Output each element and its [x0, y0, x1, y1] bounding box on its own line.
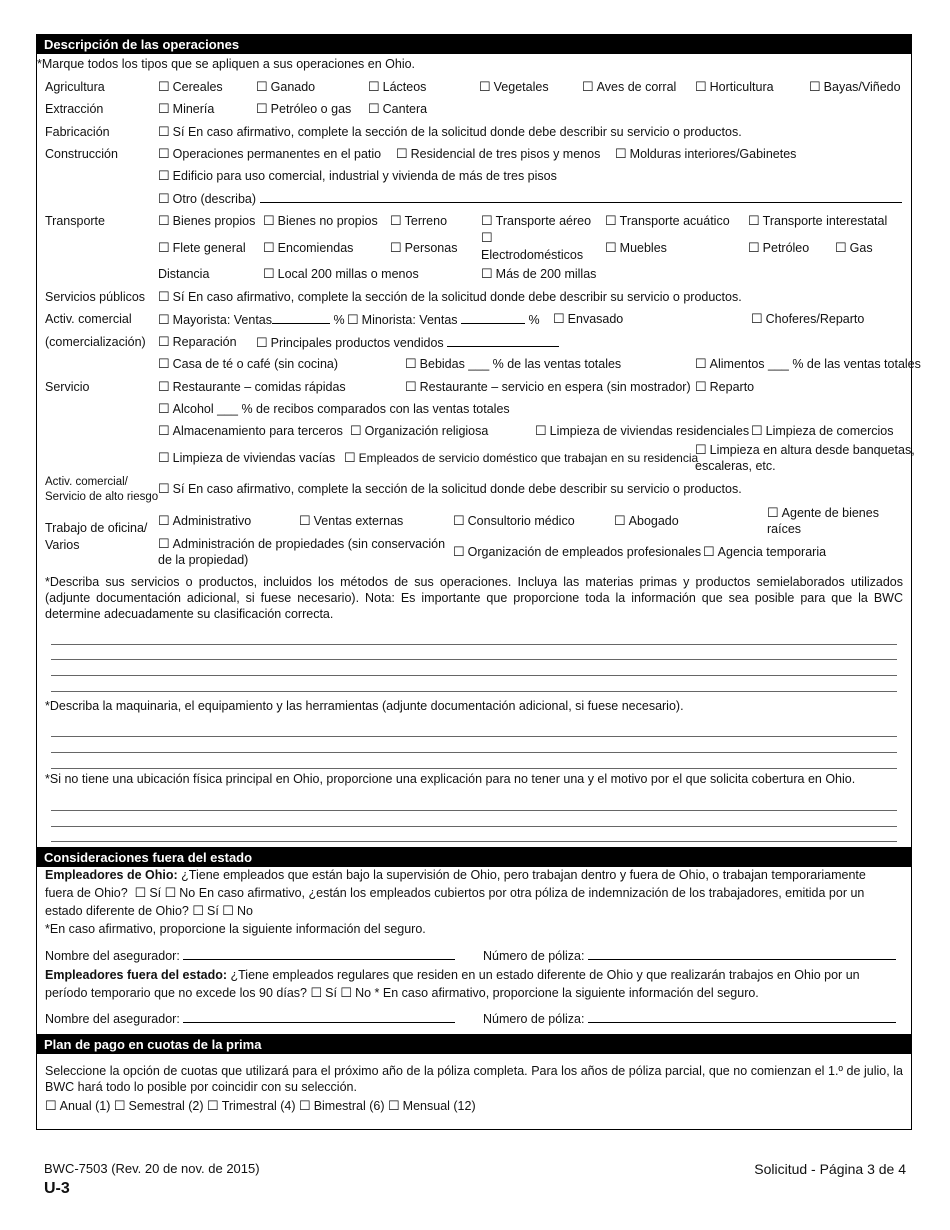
insurer-input-1[interactable]	[183, 948, 455, 960]
operations-header: Descripción de las operaciones	[37, 35, 911, 54]
policy-input-1[interactable]	[588, 948, 896, 960]
checkbox-petroleo[interactable]: ☐ Petróleo	[748, 241, 809, 255]
policy-field-1: Número de póliza:	[483, 948, 896, 963]
checkbox-limp-vacias[interactable]: ☐ Limpieza de viviendas vacías	[158, 451, 335, 465]
checkbox-administrativo[interactable]: ☐ Administrativo	[158, 514, 251, 528]
checkbox-ohio2-no[interactable]: ☐ No	[222, 904, 253, 918]
label-servicio: Servicio	[45, 380, 90, 394]
policy-field-2: Número de póliza:	[483, 1011, 896, 1026]
checkbox-bienes-no-propios[interactable]: ☐ Bienes no propios	[263, 214, 378, 228]
label-distancia: Distancia	[158, 267, 210, 281]
services-line-1[interactable]	[51, 644, 897, 645]
checkbox-bienes-propios[interactable]: ☐ Bienes propios	[158, 214, 255, 228]
checkbox-mayorista[interactable]: ☐ Mayorista: Ventas	[158, 313, 272, 327]
checkbox-rest-espera[interactable]: ☐ Restaurante – servicio en espera (sin mostrador)	[405, 380, 691, 394]
checkbox-interestatal[interactable]: ☐ Transporte interestatal	[748, 214, 887, 228]
services-line-3[interactable]	[51, 675, 897, 676]
ohio-employers-line-1: Empleadores de Ohio: ¿Tiene empleados que están bajo la supervisión de Ohio, pero trabajan dentro y fuera de Ohio, o trabajan temporariamente	[45, 868, 866, 882]
out-employers-line-1: Empleadores fuera del estado: ¿Tiene empleados regulares que residen en un estado diferente de Ohio y que realizarán trabajos en Ohio por un	[45, 968, 860, 982]
checkbox-religiosa[interactable]: ☐ Organización religiosa	[350, 424, 488, 438]
checkbox-personas[interactable]: ☐ Personas	[390, 241, 457, 255]
ohio-employers-line-2: fuera de Ohio? ☐ Sí ☐ No En caso afirmativo, ¿están los empleados cubiertos por otra póliza de indemnización de los trabajadores, emitida por un	[45, 886, 864, 900]
checkbox-agencia[interactable]: ☐ Agencia temporaria	[703, 545, 826, 559]
checkbox-empleados-dom[interactable]: ☐ Empleados de servicio doméstico que trabajan en su residencia	[344, 451, 698, 465]
checkbox-limp-resid[interactable]: ☐ Limpieza de viviendas residenciales	[535, 424, 749, 438]
checkbox-op-permanentes[interactable]: ☐ Operaciones permanentes en el patio	[158, 147, 381, 161]
checkbox-muebles[interactable]: ☐ Muebles	[605, 241, 667, 255]
checkbox-gas[interactable]: ☐ Gas	[835, 241, 873, 255]
checkbox-electrodomesticos-box[interactable]	[481, 231, 496, 245]
location-line-3[interactable]	[51, 841, 897, 842]
mayorista-field: ☐ Mayorista: Ventas %	[158, 312, 345, 327]
checkbox-horticultura[interactable]: ☐ Horticultura	[695, 80, 774, 94]
checkbox-aereo[interactable]: ☐ Transporte aéreo	[481, 214, 591, 228]
checkbox-otro[interactable]: ☐ Otro (describa)	[158, 192, 256, 206]
checkbox-limp-altura[interactable]: ☐ Limpieza en altura desde banquetas,	[695, 443, 915, 457]
minorista-input[interactable]	[461, 312, 525, 324]
checkbox-local-200[interactable]: ☐ Local 200 millas o menos	[263, 267, 419, 281]
checkbox-alcohol[interactable]: ☐ Alcohol ___ % de recibos comparados con las ventas totales	[158, 402, 510, 416]
form-code: U-3	[44, 1180, 70, 1197]
label-comercializacion: (comercialización)	[45, 335, 146, 349]
checkbox-ohio-si[interactable]: ☐ Sí	[135, 886, 161, 900]
operations-section	[37, 35, 921, 847]
checkbox-ohio-no[interactable]: ☐ No	[165, 886, 196, 900]
checkbox-bebidas[interactable]: ☐ Bebidas ___ % de las ventas totales	[405, 357, 621, 371]
checkbox-reparacion[interactable]: ☐ Reparación	[158, 335, 237, 349]
machinery-line-3[interactable]	[51, 768, 897, 769]
checkbox-ganado[interactable]: ☐ Ganado	[256, 80, 315, 94]
checkbox-bayas[interactable]: ☐ Bayas/Viñedo	[809, 80, 901, 94]
label-oficina-2: Varios	[45, 538, 80, 552]
checkbox-acuatico[interactable]: ☐ Transporte acuático	[605, 214, 730, 228]
label-agricultura: Agricultura	[45, 80, 105, 94]
checkbox-consultorio[interactable]: ☐ Consultorio médico	[453, 514, 575, 528]
payment-options	[45, 1099, 476, 1113]
checkbox-servicios-publicos-si[interactable]: ☐ Sí En caso afirmativo, complete la sección de la solicitud donde debe describir su servicio o productos.	[158, 290, 742, 304]
location-line-2[interactable]	[51, 826, 897, 827]
option-trimestral[interactable]: ☐ Trimestral (4)	[207, 1099, 296, 1113]
out-of-state-section	[37, 847, 911, 1034]
checkbox-petroleo-gas[interactable]: ☐ Petróleo o gas	[256, 102, 351, 116]
checkbox-aves[interactable]: ☐ Aves de corral	[582, 80, 676, 94]
admin-propiedades-cont: de la propiedad)	[158, 553, 249, 567]
checkbox-vegetales[interactable]: ☐ Vegetales	[479, 80, 549, 94]
out-of-state-header: Consideraciones fuera del estado	[37, 848, 911, 867]
payment-plan-header: Plan de pago en cuotas de la prima	[37, 1035, 911, 1054]
principales-field	[256, 335, 559, 350]
checkbox-residencial[interactable]: ☐ Residencial de tres pisos y menos	[396, 147, 600, 161]
checkbox-org-empleados[interactable]: ☐ Organización de empleados profesionales	[453, 545, 701, 559]
label-activ-comercial: Activ. comercial	[45, 312, 132, 326]
checkbox-rest-rapidas[interactable]: ☐ Restaurante – comidas rápidas	[158, 380, 346, 394]
checkbox-ohio2-si[interactable]: ☐ Sí	[192, 904, 218, 918]
services-line-4[interactable]	[51, 691, 897, 692]
option-bimestral[interactable]: ☐ Bimestral (6)	[299, 1099, 385, 1113]
label-construccion: Construcción	[45, 147, 118, 161]
checkbox-fabricacion-si[interactable]: ☐ Sí En caso afirmativo, complete la sección de la solicitud donde debe describir su servicio o productos.	[158, 125, 742, 139]
label-servicios-publicos: Servicios públicos	[45, 290, 146, 304]
checkbox-casa-te[interactable]: ☐ Casa de té o café (sin cocina)	[158, 357, 338, 371]
checkbox-envasado[interactable]: ☐ Envasado	[553, 312, 623, 326]
checkbox-terreno[interactable]: ☐ Terreno	[390, 214, 447, 228]
services-line-2[interactable]	[51, 659, 897, 660]
label-alto-riesgo-1: Activ. comercial/	[45, 476, 128, 488]
construccion-otro	[158, 191, 902, 206]
bienes-raices-cont: raíces	[767, 522, 802, 536]
ohio-employers-line-4: *En caso afirmativo, proporcione la siguiente información del seguro.	[45, 922, 426, 936]
option-mensual[interactable]: ☐ Mensual (12)	[388, 1099, 476, 1113]
checkbox-bienes-raices[interactable]: ☐ Agente de bienes	[767, 506, 879, 520]
location-line-1[interactable]	[51, 810, 897, 811]
checkbox-alto-riesgo-si[interactable]: ☐ Sí En caso afirmativo, complete la sección de la solicitud donde debe describir su servicio o productos.	[158, 482, 742, 496]
checkbox-out-si[interactable]: ☐ Sí	[310, 986, 336, 1000]
out-employers-line-2: período temporario que no excede los 90 días? ☐ Sí ☐ No * En caso afirmativo, proporcione la siguiente información del seguro.	[45, 986, 759, 1000]
form-number: BWC-7503 (Rev. 20 de nov. de 2015)	[44, 1161, 260, 1176]
insurer-field-1: Nombre del asegurador:	[45, 948, 455, 963]
machinery-line-2[interactable]	[51, 752, 897, 753]
checkbox-principales[interactable]: ☐ Principales productos vendidos	[256, 336, 444, 350]
checkbox-almacenamiento[interactable]: ☐ Almacenamiento para terceros	[158, 424, 343, 438]
mayorista-input[interactable]	[272, 312, 330, 324]
describe-machinery-text: *Describa la maquinaria, el equipamiento y las herramientas (adjunte documentación adicional, si fuese necesario).	[45, 699, 684, 713]
label-oficina-1: Trabajo de oficina/	[45, 521, 148, 535]
principales-input[interactable]	[447, 335, 559, 347]
label-fabricacion: Fabricación	[45, 125, 110, 139]
policy-input-2[interactable]	[588, 1011, 896, 1023]
ohio-employers-line-3: estado diferente de Ohio? ☐ Sí ☐ No	[45, 904, 253, 918]
operations-note: *Marque todos los tipos que se apliquen a sus operaciones en Ohio.	[37, 57, 416, 71]
checkbox-flete[interactable]: ☐ Flete general	[158, 241, 246, 255]
checkbox-lacteos[interactable]: ☐ Lácteos	[368, 80, 426, 94]
checkbox-cantera[interactable]: ☐ Cantera	[368, 102, 427, 116]
checkbox-mas-200[interactable]: ☐ Más de 200 millas	[481, 267, 596, 281]
option-semestral[interactable]: ☐ Semestral (2)	[114, 1099, 204, 1113]
checkbox-minorista[interactable]: ☐ Minorista: Ventas	[347, 313, 458, 327]
otro-input[interactable]	[260, 191, 902, 203]
checkbox-mineria[interactable]: ☐ Minería	[158, 102, 214, 116]
checkbox-electrodomesticos-label: Electrodomésticos	[481, 248, 584, 262]
no-location-text: *Si no tiene una ubicación física principal en Ohio, proporcione una explicación para no tener una y el motivo por el que solicita cobertura en Ohio.	[45, 772, 856, 786]
insurer-input-2[interactable]	[183, 1011, 455, 1023]
payment-plan-text: Seleccione la opción de cuotas que utilizará para el próximo año de la póliza completa. Para los años de póliza parcial, que no comienzan el 1.º de julio, la BWC hará todo lo posible por coincidir con su selección.	[45, 1064, 903, 1094]
payment-plan-section	[37, 1034, 911, 1129]
checkbox-alimentos[interactable]: ☐ Alimentos ___ % de las ventas totales	[695, 357, 921, 371]
machinery-line-1[interactable]	[51, 736, 897, 737]
describe-services-text: *Describa sus servicios o productos, incluidos los métodos de sus operaciones. Incluya las materias primas y productos semielaborados utilizados (adjunte documentación adicional, si fuese necesario). Nota: Es importante que proporcione toda la información que sea posible para que la BWC determine adecuadamente su clasificación correcta.	[45, 575, 903, 621]
application-form-frame	[36, 34, 921, 1130]
insurer-field-2: Nombre del asegurador:	[45, 1011, 455, 1026]
checkbox-molduras[interactable]: ☐ Molduras interiores/Gabinetes	[615, 147, 796, 161]
label-extraccion: Extracción	[45, 102, 104, 116]
page-number: Solicitud - Página 3 de 4	[754, 1161, 906, 1177]
checkbox-admin-propiedades[interactable]: ☐ Administración de propiedades (sin conservación	[158, 537, 445, 551]
checkbox-limp-comercios[interactable]: ☐ Limpieza de comercios	[751, 424, 894, 438]
label-alto-riesgo-2: Servicio de alto riesgo	[45, 491, 159, 503]
checkbox-encomiendas[interactable]: ☐ Encomiendas	[263, 241, 353, 255]
checkbox-out-no[interactable]: ☐ No	[340, 986, 371, 1000]
checkbox-edificio[interactable]: ☐ Edificio para uso comercial, industrial y vivienda de más de tres pisos	[158, 169, 557, 183]
checkbox-abogado[interactable]: ☐ Abogado	[614, 514, 679, 528]
label-transporte: Transporte	[45, 214, 105, 228]
minorista-field: ☐ Minorista: Ventas %	[347, 312, 540, 327]
checkbox-reparto[interactable]: ☐ Reparto	[695, 380, 754, 394]
checkbox-choferes[interactable]: ☐ Choferes/Reparto	[751, 312, 864, 326]
limp-altura-cont: escaleras, etc.	[695, 459, 776, 473]
option-anual[interactable]: ☐ Anual (1)	[45, 1099, 110, 1113]
checkbox-ventas-ext[interactable]: ☐ Ventas externas	[299, 514, 403, 528]
checkbox-cereales[interactable]: ☐ Cereales	[158, 80, 223, 94]
